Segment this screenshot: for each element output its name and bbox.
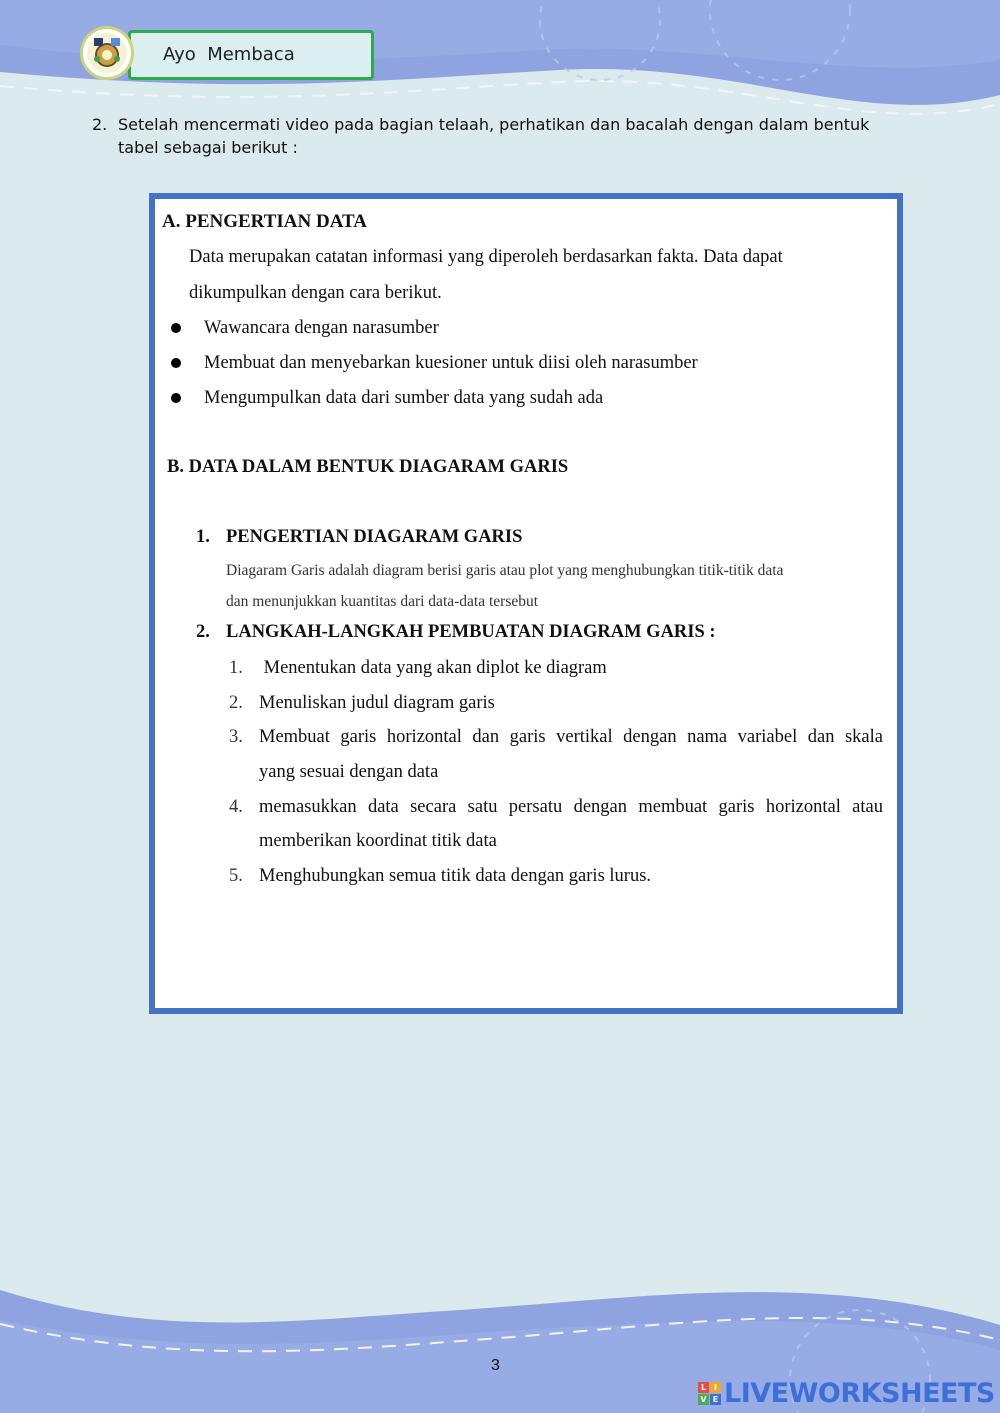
reading-card xyxy=(149,193,903,1014)
brand-tile: E xyxy=(710,1394,721,1405)
instruction-number: 2. xyxy=(92,115,108,134)
section-a-paragraph-line-2: dikumpulkan dengan cara berikut. xyxy=(189,283,442,303)
subsection-2-title: LANGKAH-LANGKAH PEMBUATAN DIAGRAM GARIS : xyxy=(226,622,716,642)
section-label: Ayo Membaca xyxy=(163,44,295,65)
bullet-item: Wawancara dengan narasumber xyxy=(204,318,439,338)
section-a-title: A. PENGERTIAN DATA xyxy=(162,211,368,232)
section-a-paragraph-line-1: Data merupakan catatan informasi yang diperoleh berdasarkan fakta. Data dapat xyxy=(189,247,783,267)
brand-tile: V xyxy=(698,1394,709,1405)
subsection-1-title: PENGERTIAN DIAGARAM GARIS xyxy=(226,527,523,547)
subsection-1-number: 1. xyxy=(196,527,210,547)
step-number: 2. xyxy=(229,693,243,713)
step-number: 4. xyxy=(229,797,243,817)
step-text: Menghubungkan semua titik data dengan garis lurus. xyxy=(259,866,652,886)
subsection-1-line-2: dan menunjukkan kuantitas dari data-data tersebut xyxy=(226,593,539,610)
page-number: 3 xyxy=(491,1357,500,1374)
step-text: Membuat garis horizontal dan garis vertikal dengan nama variabel dan skala xyxy=(259,727,883,747)
step-number: 5. xyxy=(229,866,243,886)
brand-tile: L xyxy=(698,1382,709,1393)
subsection-1-line-1: Diagaram Garis adalah diagram berisi garis atau plot yang menghubungkan titik-titik data xyxy=(226,562,784,579)
subsection-2-number: 2. xyxy=(196,622,210,642)
bullet-item: Mengumpulkan data dari sumber data yang sudah ada xyxy=(204,388,604,408)
section-b-title: B. DATA DALAM BENTUK DIAGARAM GARIS xyxy=(167,457,569,477)
section-tab xyxy=(78,26,374,80)
step-text-continued: memberikan koordinat titik data xyxy=(259,831,497,851)
brand-wordmark: LIVEWORKSHEETS xyxy=(724,1377,995,1409)
bullet-item: Membuat dan menyebarkan kuesioner untuk diisi oleh narasumber xyxy=(204,353,698,373)
step-text: Menuliskan judul diagram garis xyxy=(259,693,495,713)
bullet-icon xyxy=(171,358,181,368)
step-number: 3. xyxy=(229,727,243,747)
section-label-pill xyxy=(128,30,374,80)
step-text: memasukkan data secara satu persatu dengan membuat garis horizontal atau xyxy=(259,797,883,817)
instruction-text xyxy=(92,113,912,159)
bullet-icon xyxy=(171,323,181,333)
step-text: Menentukan data yang akan diplot ke diagram xyxy=(259,658,607,678)
step-text-continued: yang sesuai dengan data xyxy=(259,762,439,782)
instruction-body: Setelah mencermati video pada bagian telaah, perhatikan dan bacalah dengan dalam bentuk tabel sebagai berikut : xyxy=(118,115,870,157)
school-emblem-icon xyxy=(80,26,134,80)
brand-tiles-icon xyxy=(698,1382,721,1405)
liveworksheets-logo[interactable] xyxy=(698,1376,995,1410)
brand-tile: I xyxy=(710,1382,721,1393)
bullet-icon xyxy=(171,393,181,403)
step-number: 1. xyxy=(229,658,243,678)
